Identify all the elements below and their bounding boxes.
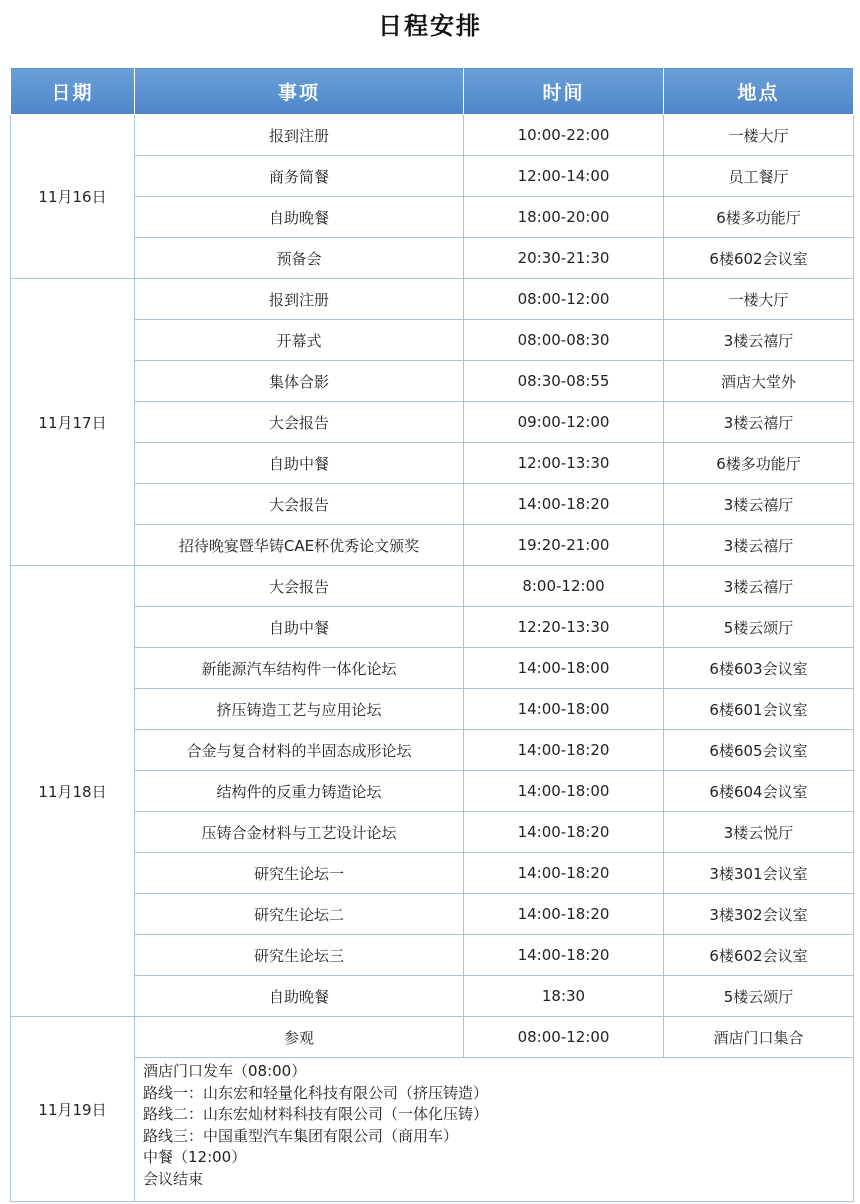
item-cell: 参观	[135, 1017, 464, 1058]
time-cell: 08:00-12:00	[464, 1017, 664, 1058]
table-row	[11, 607, 854, 648]
schedule-table	[10, 67, 854, 1202]
place-cell: 6楼605会议室	[664, 730, 854, 771]
place-cell: 3楼云禧厅	[664, 320, 854, 361]
time-cell: 10:00-22:00	[464, 115, 664, 156]
date-cell: 11月18日	[11, 566, 135, 1017]
table-row	[11, 361, 854, 402]
time-cell: 14:00-18:00	[464, 689, 664, 730]
place-cell: 一楼大厅	[664, 115, 854, 156]
table-row	[11, 853, 854, 894]
table-row	[11, 156, 854, 197]
table-row	[11, 484, 854, 525]
item-cell: 开幕式	[135, 320, 464, 361]
note-line: 酒店门口发车（08:00）	[143, 1062, 307, 1080]
table-row	[11, 402, 854, 443]
table-row	[11, 730, 854, 771]
item-cell: 自助中餐	[135, 443, 464, 484]
item-cell: 报到注册	[135, 279, 464, 320]
table-row	[11, 812, 854, 853]
place-cell: 6楼602会议室	[664, 935, 854, 976]
time-cell: 20:30-21:30	[464, 238, 664, 279]
time-cell: 14:00-18:20	[464, 730, 664, 771]
place-cell: 6楼604会议室	[664, 771, 854, 812]
table-row	[11, 525, 854, 566]
notes-cell	[135, 1058, 854, 1202]
table-row	[11, 1017, 854, 1058]
item-cell: 大会报告	[135, 484, 464, 525]
time-cell: 08:30-08:55	[464, 361, 664, 402]
place-cell: 3楼云禧厅	[664, 402, 854, 443]
note-line: 中餐（12:00）	[143, 1148, 247, 1166]
time-cell: 19:20-21:00	[464, 525, 664, 566]
time-cell: 12:20-13:30	[464, 607, 664, 648]
time-cell: 14:00-18:00	[464, 648, 664, 689]
item-cell: 自助晚餐	[135, 976, 464, 1017]
place-cell: 6楼多功能厅	[664, 197, 854, 238]
note-line: 路线一：山东宏和轻量化科技有限公司（挤压铸造）	[143, 1083, 489, 1102]
table-row	[11, 648, 854, 689]
table-row	[11, 1058, 854, 1202]
note-line: 路线二：山东宏灿材料科技有限公司（一体化压铸）	[143, 1105, 489, 1123]
time-cell: 14:00-18:20	[464, 894, 664, 935]
item-cell: 新能源汽车结构件一体化论坛	[135, 648, 464, 689]
item-cell: 合金与复合材料的半固态成形论坛	[135, 730, 464, 771]
table-row	[11, 566, 854, 607]
table-row	[11, 689, 854, 730]
item-cell: 研究生论坛三	[135, 935, 464, 976]
table-row	[11, 197, 854, 238]
place-cell: 3楼云禧厅	[664, 525, 854, 566]
date-cell: 11月19日	[11, 1017, 135, 1202]
time-cell: 12:00-13:30	[464, 443, 664, 484]
date-cell: 11月17日	[11, 279, 135, 566]
place-cell: 员工餐厅	[664, 156, 854, 197]
time-cell: 8:00-12:00	[464, 566, 664, 607]
table-row	[11, 443, 854, 484]
table-row	[11, 976, 854, 1017]
time-cell: 14:00-18:20	[464, 812, 664, 853]
place-cell: 5楼云颂厅	[664, 976, 854, 1017]
place-cell: 3楼302会议室	[664, 894, 854, 935]
time-cell: 18:00-20:00	[464, 197, 664, 238]
note-line: 路线三：中国重型汽车集团有限公司（商用车）	[143, 1126, 459, 1145]
schedule-body	[11, 115, 854, 1202]
note-line: 会议结束	[143, 1169, 204, 1188]
item-cell: 预备会	[135, 238, 464, 279]
time-cell: 18:30	[464, 976, 664, 1017]
table-row	[11, 320, 854, 361]
place-cell: 6楼602会议室	[664, 238, 854, 279]
header-time: 时间	[464, 68, 664, 115]
time-cell: 14:00-18:20	[464, 484, 664, 525]
table-row	[11, 935, 854, 976]
time-cell: 14:00-18:00	[464, 771, 664, 812]
time-cell: 09:00-12:00	[464, 402, 664, 443]
place-cell: 酒店大堂外	[664, 361, 854, 402]
place-cell: 6楼多功能厅	[664, 443, 854, 484]
item-cell: 压铸合金材料与工艺设计论坛	[135, 812, 464, 853]
table-row	[11, 894, 854, 935]
header-row	[11, 68, 854, 115]
item-cell: 集体合影	[135, 361, 464, 402]
item-cell: 大会报告	[135, 566, 464, 607]
item-cell: 结构件的反重力铸造论坛	[135, 771, 464, 812]
item-cell: 挤压铸造工艺与应用论坛	[135, 689, 464, 730]
item-cell: 报到注册	[135, 115, 464, 156]
header-date: 日期	[11, 68, 135, 115]
item-cell: 招待晚宴暨华铸CAE杯优秀论文颁奖	[135, 525, 464, 566]
header-item: 事项	[135, 68, 464, 115]
item-cell: 研究生论坛二	[135, 894, 464, 935]
place-cell: 酒店门口集合	[664, 1017, 854, 1058]
time-cell: 14:00-18:20	[464, 935, 664, 976]
place-cell: 6楼601会议室	[664, 689, 854, 730]
table-row	[11, 238, 854, 279]
place-cell: 3楼301会议室	[664, 853, 854, 894]
table-row	[11, 115, 854, 156]
item-cell: 商务简餐	[135, 156, 464, 197]
time-cell: 14:00-18:20	[464, 853, 664, 894]
place-cell: 一楼大厅	[664, 279, 854, 320]
time-cell: 08:00-12:00	[464, 279, 664, 320]
page-title: 日程安排	[378, 12, 482, 40]
table-row	[11, 771, 854, 812]
header-place: 地点	[664, 68, 854, 115]
item-cell: 大会报告	[135, 402, 464, 443]
item-cell: 自助晚餐	[135, 197, 464, 238]
date-cell: 11月16日	[11, 115, 135, 279]
item-cell: 自助中餐	[135, 607, 464, 648]
time-cell: 08:00-08:30	[464, 320, 664, 361]
item-cell: 研究生论坛一	[135, 853, 464, 894]
place-cell: 3楼云禧厅	[664, 484, 854, 525]
place-cell: 3楼云禧厅	[664, 566, 854, 607]
place-cell: 5楼云颂厅	[664, 607, 854, 648]
place-cell: 3楼云悦厅	[664, 812, 854, 853]
place-cell: 6楼603会议室	[664, 648, 854, 689]
table-row	[11, 279, 854, 320]
time-cell: 12:00-14:00	[464, 156, 664, 197]
